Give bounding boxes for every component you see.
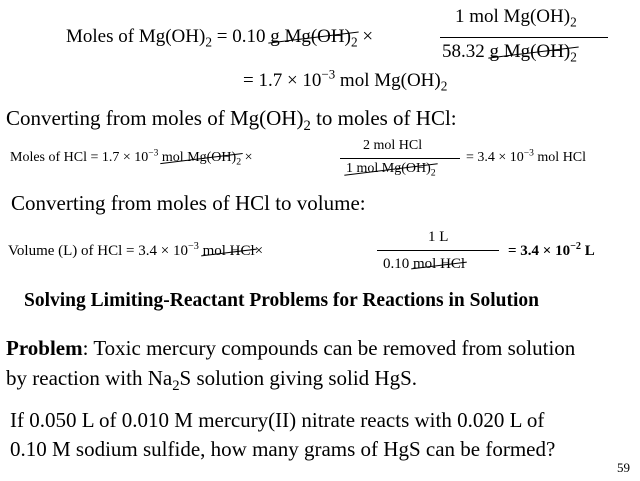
- eq2-strike-sub: 2: [236, 156, 242, 168]
- equation-volume-hcl: [8, 240, 264, 260]
- equation-moles-mgoh2: [66, 26, 373, 48]
- eq2-numerator: [363, 138, 422, 154]
- eq1-num-sub: 2: [570, 14, 577, 30]
- eq2-den-sub: 2: [430, 167, 436, 179]
- step1-text-a: Converting from moles of Mg(OH): [6, 106, 304, 130]
- eq2-strike-text: mol Mg(OH): [161, 150, 237, 165]
- eq1-den-strike-text: g Mg(OH): [489, 41, 571, 62]
- eq2-den-text: 1 mol Mg(OH): [346, 161, 431, 176]
- eq1-res-exp: −3: [321, 66, 336, 82]
- eq3-cancelled-unit: [203, 243, 255, 260]
- question-line-2: 0.10 M sodium sulfide, how many grams of HgS can be formed?: [10, 437, 556, 461]
- eq1-num-text: 1 mol Mg(OH): [455, 6, 571, 27]
- step-moles-to-hcl-text: [6, 106, 457, 135]
- problem-line2-b: S solution giving solid HgS.: [179, 366, 418, 390]
- problem-line2-a: by reaction with Na: [6, 366, 173, 390]
- eq2-num-text: 2 mol HCl: [363, 138, 423, 153]
- eq2-res-pre: = 3.4 × 10: [466, 150, 524, 165]
- eq1-res-sub: 2: [440, 78, 448, 94]
- page-number: 59: [617, 460, 630, 475]
- eq3-den-value: 0.10: [383, 256, 410, 272]
- eq3-fraction-bar: [377, 250, 499, 251]
- eq1-res-post: mol Mg(OH): [339, 70, 441, 91]
- eq2-denominator: [346, 161, 436, 177]
- question-line-1: If 0.050 L of 0.010 M mercury(II) nitrate reacts with 0.020 L of: [10, 408, 545, 432]
- eq1-den-cancelled: [490, 41, 577, 63]
- problem-line-2: [6, 366, 418, 395]
- step1-text-sub: 2: [303, 118, 311, 135]
- eq2-lhs: Moles of HCl = 1.7 × 10: [10, 150, 149, 165]
- eq3-res-pre: = 3.4 × 10: [508, 243, 571, 259]
- problem-label: Problem: [6, 336, 83, 360]
- eq1-lhs: Moles of Mg(OH): [66, 26, 206, 47]
- problem-line1-rest: : Toxic mercury compounds can be removed from solution: [82, 336, 576, 360]
- eq1-den-value: 58.32: [442, 41, 485, 62]
- eq2-result: [466, 150, 586, 166]
- problem-line-1: [6, 336, 575, 361]
- equation-moles-hcl: [10, 150, 253, 166]
- eq1-cancelled-unit: [270, 26, 357, 48]
- eq3-den-cancelled: [413, 256, 465, 273]
- eq2-times: ×: [244, 150, 253, 165]
- eq3-times: ×: [254, 243, 264, 259]
- step1-text-b: to moles of HCl:: [310, 106, 457, 130]
- eq3-result: [508, 240, 595, 260]
- eq1-den-sub: 2: [570, 49, 577, 65]
- eq3-strike-text: mol HCl: [202, 243, 255, 259]
- eq1-strike-sub: 2: [350, 34, 358, 50]
- eq3-lhs: Volume (L) of HCl = 3.4 × 10: [8, 243, 188, 259]
- eq3-denominator: [383, 256, 465, 273]
- eq1-fraction-bar: [440, 37, 608, 38]
- eq2-res-post: mol HCl: [537, 150, 587, 165]
- eq3-exp: −3: [187, 240, 199, 252]
- section-heading: Solving Limiting-Reactant Problems for Reactions in Solution: [24, 290, 539, 311]
- eq1-lhs-sub: 2: [205, 34, 212, 50]
- eq3-numerator: [428, 229, 448, 246]
- eq2-fraction-bar: [340, 158, 460, 159]
- eq3-den-strike-text: mol HCl: [413, 256, 466, 272]
- eq2-den-cancelled: [346, 161, 436, 177]
- eq1-times: ×: [362, 26, 374, 47]
- eq3-num-text: 1 L: [428, 229, 449, 245]
- step-hcl-to-volume-text: Converting from moles of HCl to volume:: [11, 191, 366, 215]
- eq3-res-exp: −2: [570, 240, 582, 252]
- eq1-numerator: [455, 6, 577, 28]
- eq1-result: [243, 66, 448, 94]
- eq1-res-pre: = 1.7 × 10: [243, 70, 322, 91]
- eq2-res-exp: −3: [523, 148, 534, 159]
- eq3-res-post: L: [584, 243, 595, 259]
- eq2-cancelled-unit: [162, 150, 241, 166]
- eq1-denominator: [442, 41, 577, 63]
- eq1-strike-text: g Mg(OH): [270, 26, 351, 47]
- problem-line2-sub: 2: [172, 378, 180, 395]
- eq2-exp: −3: [148, 148, 159, 159]
- eq1-equals: = 0.10: [216, 26, 266, 47]
